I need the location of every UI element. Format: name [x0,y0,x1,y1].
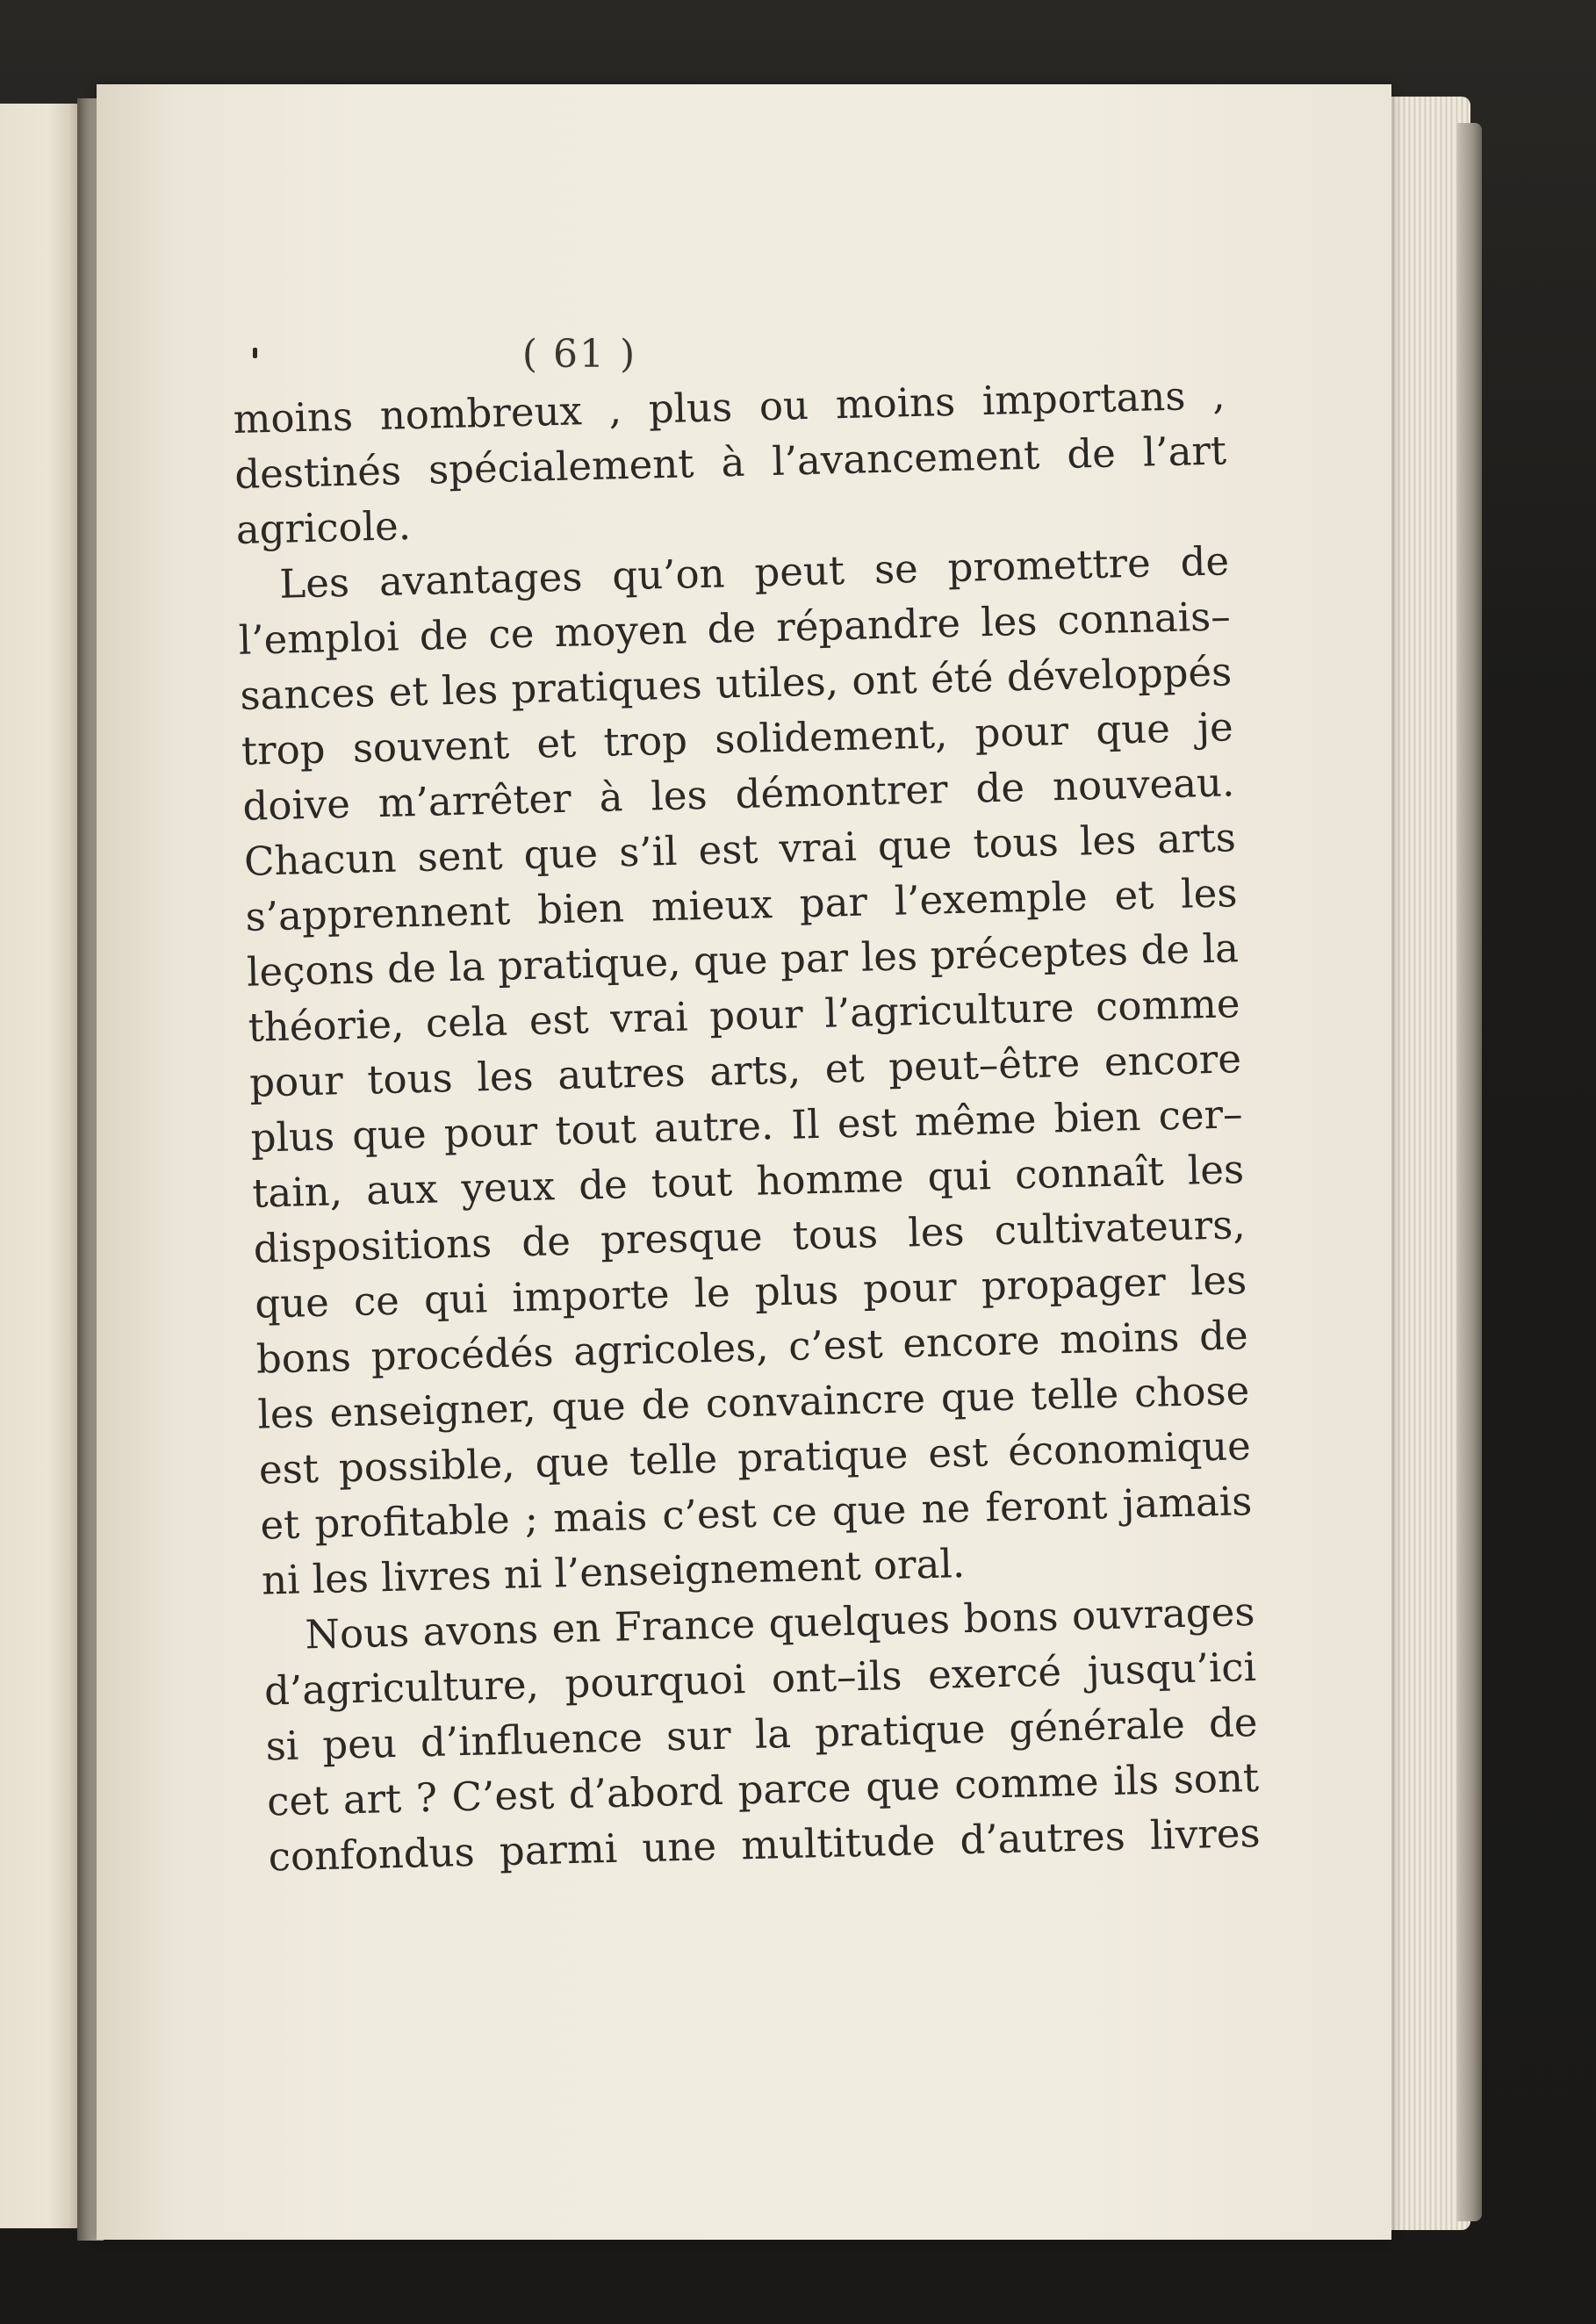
facing-page-edge [0,104,81,2228]
text-line: s’apprennent bien mieux par l’exemple et les [244,869,1238,940]
text-line: confondus parmi une multitude d’autres livres [268,1809,1262,1881]
text-line: d’agriculture, pourquoi ont–ils exercé jusqu’ici [263,1643,1257,1715]
text-line: Chacun sent que s’il est vrai que tous les arts [243,814,1237,885]
text-line: leçons de la pratique, que par les préceptes de la [246,925,1240,996]
text-line: trop souvent et trop solidement, pour que je [241,703,1234,774]
text-line: pour tous les autres arts, et peut–être encore [248,1035,1242,1106]
text-line: Nous avons en France quelques bons ouvrages [304,1587,1255,1658]
text-line: sances et les pratiques utiles, ont été développés [239,648,1233,719]
text-line: cet art ? C’est d’abord parce que comme ils sont [266,1753,1260,1825]
text-line: tain, aux yeux de tout homme qui connaît les [251,1146,1245,1217]
text-line: agricole. [235,502,412,553]
text-line: l’emploi de ce moyen de répandre les connais– [238,593,1232,664]
book-page [97,84,1391,2240]
text-line: moins nombreux , plus ou moins importans , [233,371,1226,442]
text-line: si peu d’influence sur la pratique générale de [265,1698,1259,1770]
page-number: ( 61 ) [521,332,637,377]
text-line: bons procédés agricoles, c’est encore moins de [255,1312,1249,1383]
text-line: destinés spécialement à l’avancement de l’art [234,427,1227,498]
text-line: les enseigner, que de convaincre que telle chose [256,1367,1250,1438]
text-line: théorie, cela est vrai pour l’agriculture comme [248,980,1241,1051]
text-line: ni les livres ni l’enseignement oral. [261,1540,966,1604]
text-line: Les avantages qu’on peut se promettre de [278,537,1230,608]
text-line: est possible, que telle pratique est économique [258,1422,1252,1493]
text-line: plus que pour tout autre. Il est même bien cer– [250,1090,1244,1162]
body-text [233,367,1261,1884]
text-line: dispositions de presque tous les cultivateurs, [253,1201,1247,1272]
text-line: doive m’arrêter à les démontrer de nouveau. [241,759,1235,830]
text-line: que ce qui importe le plus pour propager les [254,1256,1247,1327]
text-line: et profitable ; mais c’est ce que ne feront jamais [259,1478,1253,1549]
book-fore-edge [1457,123,1482,2221]
